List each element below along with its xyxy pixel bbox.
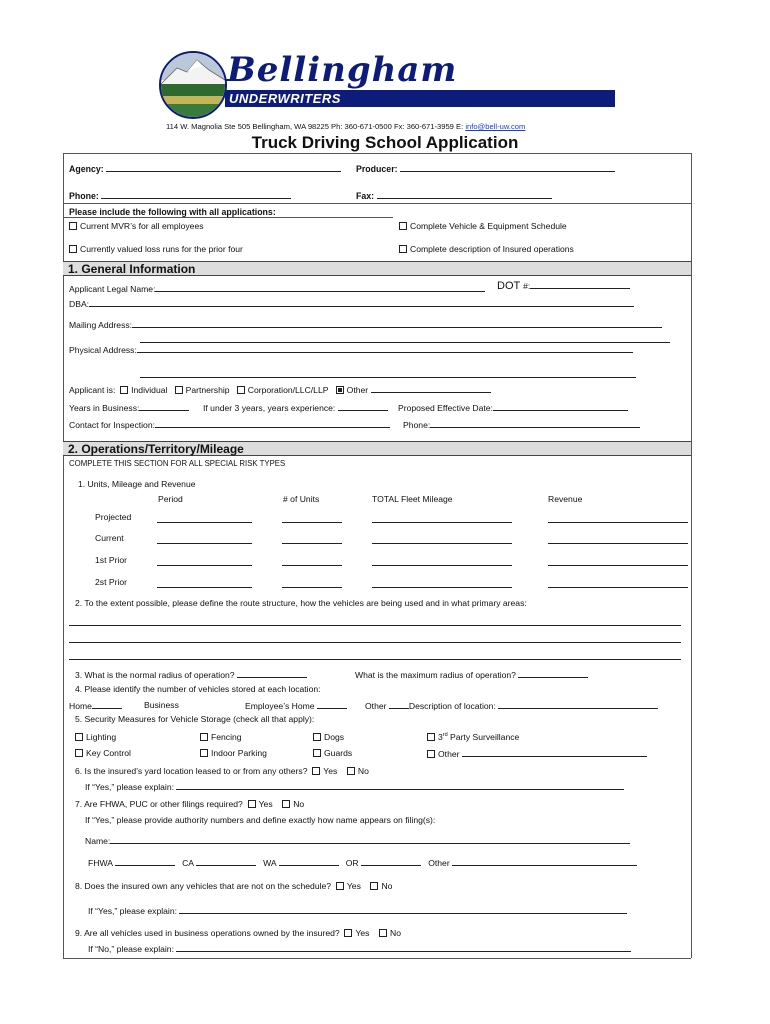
security-third-party[interactable]: 3rd Party Surveillance — [427, 732, 519, 742]
mountain-logo-icon — [157, 50, 229, 120]
form-border-top — [63, 153, 691, 154]
col-revenue: Revenue — [548, 494, 583, 504]
inspection-phone-field[interactable]: Phone: — [403, 419, 640, 430]
fhwa-field[interactable]: FHWA — [88, 858, 175, 868]
logo-name: Bellingham — [227, 50, 458, 90]
checklist-item-schedule[interactable]: Complete Vehicle & Equipment Schedule — [399, 221, 567, 231]
checkbox-icon — [313, 733, 321, 741]
checkbox-icon — [399, 222, 407, 230]
checkbox-icon — [200, 749, 208, 757]
physical-address-line2[interactable] — [140, 369, 636, 380]
dot-field[interactable]: DOT #: — [497, 280, 630, 292]
type-individual[interactable]: Individual — [120, 385, 167, 395]
checkbox-icon — [175, 386, 183, 394]
checkbox-icon — [427, 750, 435, 758]
q5-label: 5. Security Measures for Vehicle Storage (check all that apply): — [75, 714, 315, 724]
col-units: # of Units — [283, 494, 320, 504]
checkbox-icon — [379, 929, 387, 937]
business-label: Business — [144, 700, 179, 710]
q7-row: 7. Are FHWA, PUC or other filings required? Yes No — [75, 799, 305, 809]
divider — [63, 203, 691, 204]
q9-no[interactable]: No — [379, 928, 401, 938]
blank-current-revenue[interactable] — [548, 535, 688, 544]
security-indoor-parking[interactable]: Indoor Parking — [200, 748, 267, 758]
blank-projected-units[interactable] — [282, 514, 342, 523]
q4-label: 4. Please identify the number of vehicles stored at each location: — [75, 684, 321, 694]
checked-checkbox-icon — [336, 386, 344, 394]
security-dogs[interactable]: Dogs — [313, 732, 344, 742]
include-heading: Please include the following with all applications: — [69, 207, 276, 217]
blank-1st-period[interactable] — [157, 557, 252, 566]
checkbox-icon — [75, 749, 83, 757]
checkbox-icon — [75, 733, 83, 741]
filing-name-field[interactable]: Name: — [85, 835, 630, 846]
type-partnership[interactable]: Partnership — [175, 385, 230, 395]
checkbox-icon — [399, 245, 407, 253]
checkbox-icon — [120, 386, 128, 394]
route-line-2[interactable] — [69, 634, 681, 643]
q9-explain-field[interactable]: If “No,” please explain: — [88, 943, 631, 954]
q2-label: 2. To the extent possible, please define the route structure, how the vehicles are being used and in what primary areas: — [75, 598, 527, 608]
q9-yes[interactable]: Yes — [344, 928, 369, 938]
q1-label: 1. Units, Mileage and Revenue — [78, 479, 196, 489]
checklist-item-loss-runs[interactable]: Currently valued loss runs for the prior four — [69, 244, 243, 254]
security-other[interactable]: Other — [427, 748, 647, 759]
checkbox-icon — [312, 767, 320, 775]
blank-projected-period[interactable] — [157, 514, 252, 523]
wa-field[interactable]: WA — [263, 858, 338, 868]
q8-no[interactable]: No — [370, 881, 392, 891]
checkbox-icon — [282, 800, 290, 808]
checkbox-icon — [344, 929, 352, 937]
years-experience-field[interactable]: If under 3 years, years experience: — [203, 402, 388, 413]
email-link[interactable]: info@bell-uw.com — [465, 122, 526, 131]
blank-current-period[interactable] — [157, 535, 252, 544]
security-fencing[interactable]: Fencing — [200, 732, 242, 742]
agency-field[interactable]: Agency: — [69, 163, 341, 174]
col-period: Period — [158, 494, 183, 504]
checkbox-icon — [313, 749, 321, 757]
dba-field[interactable]: DBA: — [69, 298, 634, 309]
blank-2st-period[interactable] — [157, 579, 252, 588]
storage-locations-row: Home — [69, 700, 122, 711]
blank-projected-revenue[interactable] — [548, 514, 688, 523]
form-border-bottom — [63, 958, 691, 959]
q8-row: 8. Does the insured own any vehicles that are not on the schedule? Yes No — [75, 881, 393, 891]
address-line — [166, 122, 525, 131]
type-other[interactable]: Other — [336, 385, 491, 395]
applicant-type-row: Applicant is: Individual Partnership Corporation/LLC/LLP Other — [69, 384, 491, 395]
type-corporation[interactable]: Corporation/LLC/LLP — [237, 385, 329, 395]
address-text: 114 W. Magnolia Ste 505 Bellingham, WA 98225 Ph: 360-671-0500 Fx: 360-671-3959 E: — [166, 122, 466, 131]
checkbox-icon — [347, 767, 355, 775]
q8-yes[interactable]: Yes — [336, 881, 361, 891]
blank-1st-revenue[interactable] — [548, 557, 688, 566]
producer-field[interactable]: Producer: — [356, 163, 615, 174]
blank-current-units[interactable] — [282, 535, 342, 544]
checkbox-icon — [237, 386, 245, 394]
blank-2st-revenue[interactable] — [548, 579, 688, 588]
page-title: Truck Driving School Application — [251, 133, 519, 152]
col-mileage: TOTAL Fleet Mileage — [372, 494, 453, 504]
q3-max-radius[interactable]: What is the maximum radius of operation? — [355, 669, 588, 680]
mailing-address-field[interactable]: Mailing Address: — [69, 319, 662, 330]
employee-home-field[interactable]: Employee’s Home — [245, 700, 347, 711]
checklist-item-mvr[interactable]: Current MVR’s for all employees — [69, 221, 204, 231]
ca-field[interactable]: CA — [182, 858, 256, 868]
effective-date-field[interactable]: Proposed Effective Date: — [398, 402, 628, 413]
q6-explain-field[interactable]: If “Yes,” please explain: — [85, 781, 624, 792]
q3-normal-radius[interactable]: 3. What is the normal radius of operation? — [75, 669, 307, 680]
q7-yes[interactable]: Yes — [248, 799, 273, 809]
logo-subtitle: UNDERWRITERS — [229, 91, 341, 106]
blank-projected-mileage[interactable] — [372, 514, 512, 523]
row-2st-prior: 2st Prior — [95, 577, 127, 587]
inspection-contact-field[interactable]: Contact for Inspection: — [69, 419, 390, 430]
checkbox-icon — [69, 245, 77, 253]
checkbox-icon — [336, 882, 344, 890]
years-in-business-field[interactable]: Years in Business: — [69, 402, 189, 413]
company-logo — [157, 50, 617, 120]
fax-field[interactable]: Fax: — [356, 190, 552, 201]
phone-field[interactable]: Phone: — [69, 190, 291, 201]
security-lighting[interactable]: Lighting — [75, 732, 116, 742]
q8-explain-field[interactable]: If “Yes,” please explain: — [88, 905, 627, 916]
q6-row: 6. Is the insured’s yard location leased to or from any others? Yes No — [75, 766, 369, 776]
other-location-field[interactable]: Other Description of location: — [365, 700, 658, 711]
q7-no[interactable]: No — [282, 799, 304, 809]
blank-2st-mileage[interactable] — [372, 579, 512, 588]
row-1st-prior: 1st Prior — [95, 555, 127, 565]
filings-row — [88, 857, 637, 868]
other-filing-field[interactable]: Other — [428, 858, 637, 868]
security-guards[interactable]: Guards — [313, 748, 352, 758]
route-line-1[interactable] — [69, 617, 681, 626]
checkbox-icon — [427, 733, 435, 741]
checkbox-icon — [370, 882, 378, 890]
q7-detail: If “Yes,” please provide authority numbers and define exactly how name appears on filing(s): — [85, 815, 436, 825]
home-blank[interactable] — [92, 700, 122, 709]
checkbox-icon — [248, 800, 256, 808]
form-border-right — [691, 153, 692, 958]
special-risk-note: COMPLETE THIS SECTION FOR ALL SPECIAL RISK TYPES — [69, 459, 286, 468]
or-field[interactable]: OR — [346, 858, 421, 868]
q9-row: 9. Are all vehicles used in business operations owned by the insured? Yes No — [75, 928, 402, 938]
security-key-control[interactable]: Key Control — [75, 748, 131, 758]
section-general-information: 1. General Information — [63, 261, 691, 276]
q6-no[interactable]: No — [347, 766, 369, 776]
checkbox-icon — [69, 222, 77, 230]
checklist-item-description[interactable]: Complete description of Insured operations — [399, 244, 574, 254]
physical-address-field[interactable]: Physical Address: — [69, 344, 633, 355]
blank-current-mileage[interactable] — [372, 535, 512, 544]
legal-name-field[interactable]: Applicant Legal Name: — [69, 283, 485, 294]
row-projected: Projected — [95, 512, 132, 522]
row-current: Current — [95, 533, 124, 543]
checkbox-icon — [200, 733, 208, 741]
blank-2st-units[interactable] — [282, 579, 342, 588]
q6-yes[interactable]: Yes — [312, 766, 337, 776]
blank-1st-units[interactable] — [282, 557, 342, 566]
divider — [63, 217, 393, 218]
route-line-3[interactable] — [69, 651, 681, 660]
blank-1st-mileage[interactable] — [372, 557, 512, 566]
section-operations: 2. Operations/Territory/Mileage — [63, 441, 691, 456]
